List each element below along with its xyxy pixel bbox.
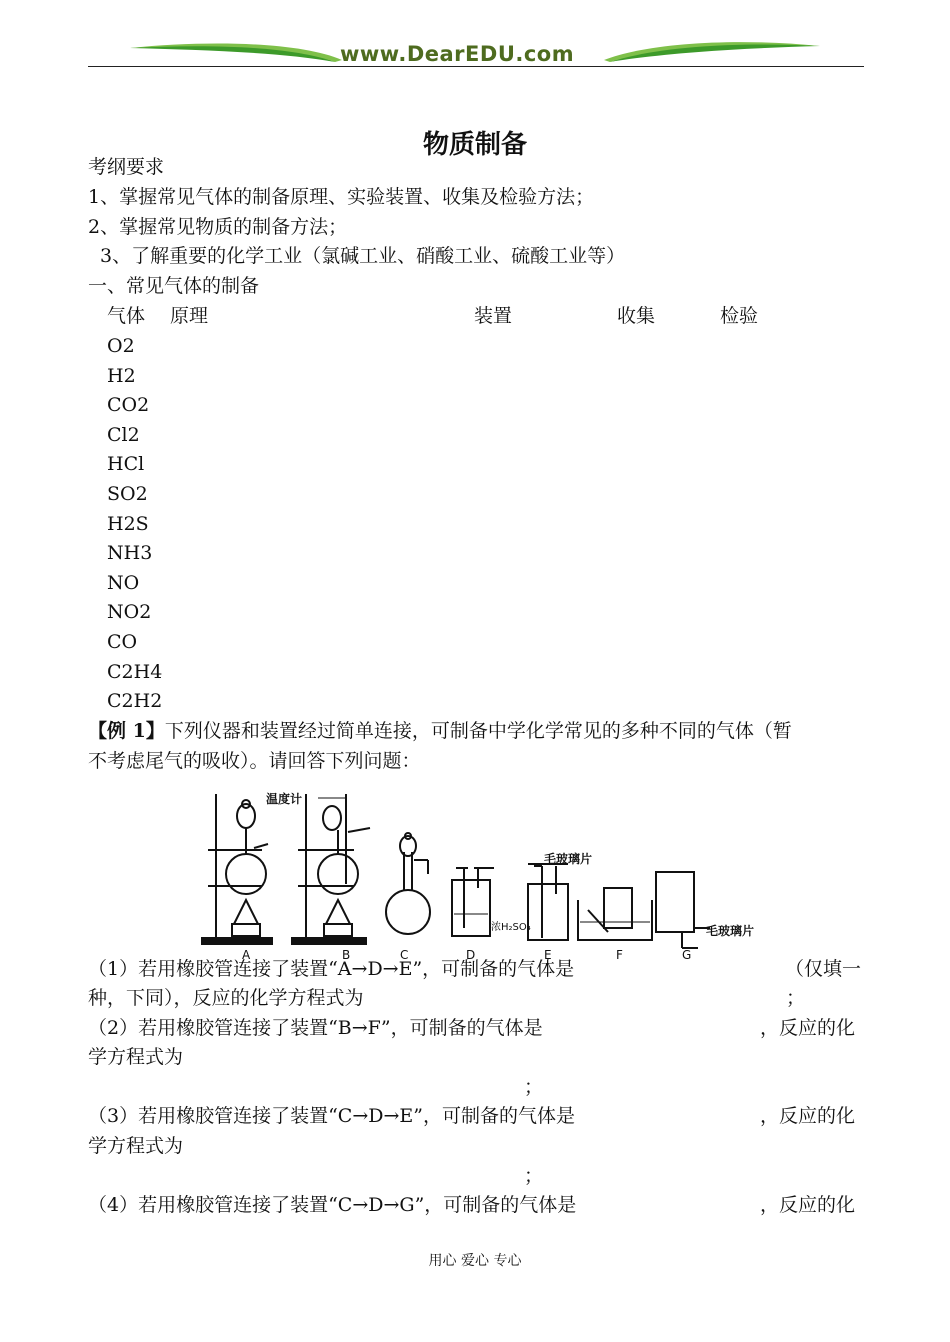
gas-row: NO2 xyxy=(107,601,152,623)
apparatus-drawing xyxy=(198,788,778,968)
q1-line1-b: （仅填一 xyxy=(785,958,862,980)
figure-letter-f: F xyxy=(616,948,623,962)
intro-item-2: 2、掌握常见物质的制备方法； xyxy=(88,216,348,238)
q2-line1-a: （2）若用橡胶管连接了装置“B→F”，可制备的气体是 xyxy=(88,1017,543,1039)
q2-line1-b: ，反应的化 xyxy=(760,1017,856,1039)
q1-line2-b: ； xyxy=(786,987,806,1009)
figure-letter-c: C xyxy=(400,948,409,962)
gas-row: C2H2 xyxy=(107,690,163,712)
gas-row: CO xyxy=(107,631,138,653)
example1-line2: 不考虑尾气的吸收）。请回答下列问题： xyxy=(88,750,421,772)
intro-heading: 考纲要求 xyxy=(88,156,165,178)
q2-end: ； xyxy=(524,1076,544,1098)
q3-end: ； xyxy=(524,1165,544,1187)
figure-letter-g: G xyxy=(682,948,692,962)
gas-row: H2 xyxy=(107,365,136,387)
example1-text: 下列仪器和装置经过简单连接，可制备中学化学常见的多种不同的气体（暂 xyxy=(164,720,792,742)
gas-row: HCl xyxy=(107,453,145,475)
figure-letter-b: B xyxy=(342,948,351,962)
header-rule xyxy=(88,66,864,67)
gas-row: Cl2 xyxy=(107,424,140,446)
example1-line1 xyxy=(88,720,792,742)
q1-line1-a: （1）若用橡胶管连接了装置“A→D→E”，可制备的气体是 xyxy=(88,958,575,980)
q4-line1-b: ，反应的化 xyxy=(760,1194,856,1216)
col-gas: 气体 xyxy=(107,305,146,327)
gas-row: CO2 xyxy=(107,394,150,416)
q3-line1-b: ，反应的化 xyxy=(760,1105,856,1127)
gas-row: O2 xyxy=(107,335,135,357)
q4-line1-a: （4）若用橡胶管连接了装置“C→D→G”，可制备的气体是 xyxy=(88,1194,577,1216)
gas-row: SO2 xyxy=(107,483,148,505)
header-logo-text: www.DearEDU.com xyxy=(340,42,575,66)
page-title: 物质制备 xyxy=(422,130,527,160)
q1-line2-a: 种，下同），反应的化学方程式为 xyxy=(88,987,364,1009)
apparatus-figure xyxy=(198,788,778,968)
col-apparatus: 装置 xyxy=(474,305,513,327)
q3-line1-a: （3）若用橡胶管连接了装置“C→D→E”，可制备的气体是 xyxy=(88,1105,575,1127)
col-collect: 收集 xyxy=(617,305,656,327)
thermometer-label: 温度计 xyxy=(266,792,303,806)
intro-item-3: 3、了解重要的化学工业（氯碱工业、硝酸工业、硫酸工业等） xyxy=(100,245,626,267)
frosted-glass-label-g: 毛玻璃片 xyxy=(706,924,755,938)
q2-line2: 学方程式为 xyxy=(88,1046,184,1068)
intro-item-1: 1、掌握常见气体的制备原理、实验装置、收集及检验方法； xyxy=(88,186,595,208)
acid-label: 浓H₂SO₄ xyxy=(491,922,531,933)
figure-letter-d: D xyxy=(466,948,476,962)
gas-row: H2S xyxy=(107,513,149,535)
gas-row: NH3 xyxy=(107,542,153,564)
page-footer: 用心 爱心 专心 xyxy=(428,1253,522,1269)
example1-label: 【例 1】 xyxy=(88,720,165,742)
q3-line2: 学方程式为 xyxy=(88,1135,184,1157)
figure-letter-e: E xyxy=(544,948,552,962)
frosted-glass-label-e: 毛玻璃片 xyxy=(544,852,593,866)
figure-letter-a: A xyxy=(242,948,251,962)
gas-row: NO xyxy=(107,572,140,594)
gas-row: C2H4 xyxy=(107,661,163,683)
section1-heading: 一、常见气体的制备 xyxy=(88,275,260,297)
col-principle: 原理 xyxy=(170,305,209,327)
col-test: 检验 xyxy=(720,305,759,327)
